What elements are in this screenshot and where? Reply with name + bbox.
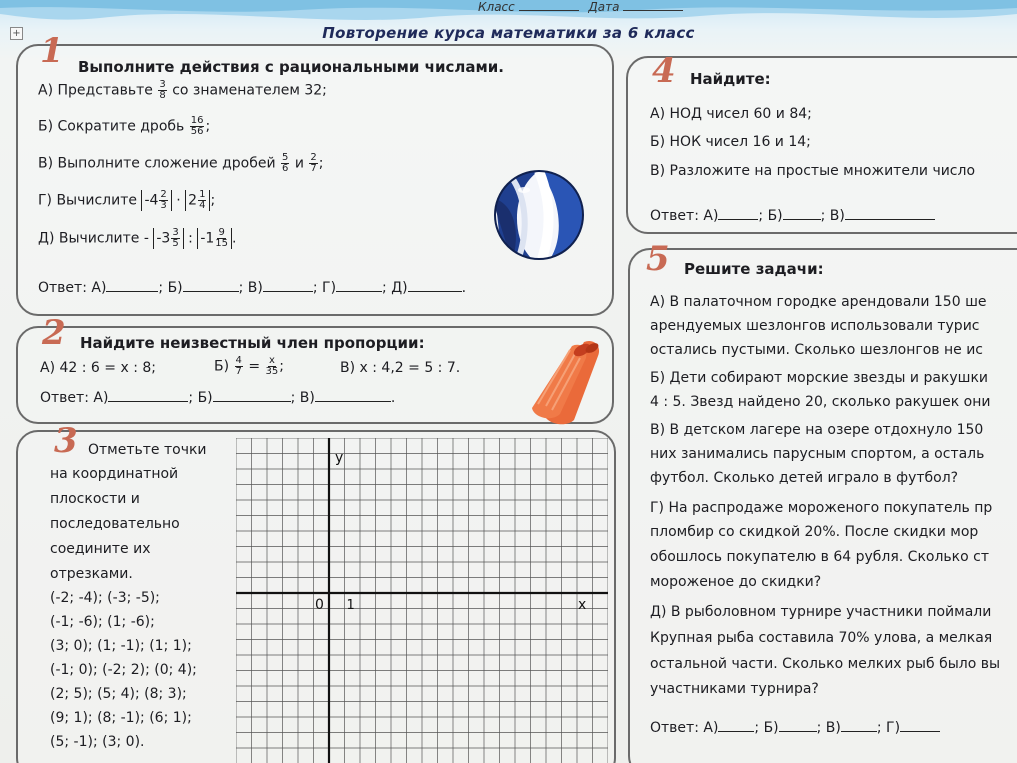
grid-lines xyxy=(236,438,608,763)
task5-answer: Ответ: А) ; Б) ; В) ; Г) xyxy=(650,720,940,736)
task1-b: Б) Сократите дробь $\frac{16}{56}$ ; xyxy=(38,115,211,137)
task4-b: Б) НОК чисел 16 и 14; xyxy=(650,134,811,150)
origin-label: 0 xyxy=(315,597,324,613)
task1-e: Д) Вычислите - -3 $\frac{3}{5}$ : -1 $\frac{9}{15}$ . xyxy=(38,227,237,249)
task4-c: В) Разложите на простые множители число xyxy=(650,163,976,179)
task2-a: А) 42 : 6 = x : 8; xyxy=(40,360,156,376)
task1-a: А) Представьте $\frac{3}{8}$ со знаменателем 32; xyxy=(38,79,327,101)
task1-answer: Ответ: А) ; Б) ; В) ; Г) ; Д) . xyxy=(38,280,467,296)
beach-ball-icon xyxy=(492,168,586,262)
task5-title: Решите задачи: xyxy=(684,260,824,278)
unit-label: 1 xyxy=(346,598,355,613)
task2-c: В) x : 4,2 = 5 : 7. xyxy=(340,360,461,376)
task2-number: 2 xyxy=(42,313,66,353)
header-fields xyxy=(478,0,683,14)
task4-title: Найдите: xyxy=(690,70,771,88)
table-move-handle-icon[interactable]: + xyxy=(10,27,23,40)
task1-title: Выполните действия с рациональными числами. xyxy=(78,58,504,76)
task3-number: 3 xyxy=(54,421,78,461)
task4-a: А) НОД чисел 60 и 84; xyxy=(650,106,812,122)
task2-title: Найдите неизвестный член пропорции: xyxy=(80,334,425,352)
class-label: Класс xyxy=(478,0,515,14)
task1-c: В) Выполните сложение дробей $\frac{5}{6}$ и $\frac{2}{7}$ ; xyxy=(38,152,324,174)
swim-fins-icon xyxy=(516,336,608,428)
task1-d: Г) Вычислите -4 $\frac{2}{3}$ · 2 $\frac{1}{4}$ ; xyxy=(38,189,216,211)
x-axis-label: x xyxy=(578,597,587,613)
date-label: Дата xyxy=(588,0,620,14)
task5-number: 5 xyxy=(646,239,670,279)
page-title: Повторение курса математики за 6 класс xyxy=(322,24,695,42)
task1-number: 1 xyxy=(40,31,64,71)
task2-b: Б) $\frac{4}{7}$ = $\frac{x}{35}$ ; xyxy=(214,355,284,377)
coordinate-plane[interactable] xyxy=(236,438,608,763)
task2-answer: Ответ: А) ; Б) ; В) . xyxy=(40,390,396,406)
y-axis-label: y xyxy=(335,450,344,466)
task4-number: 4 xyxy=(652,51,676,91)
task4-answer: Ответ: А) ; Б) ; В) xyxy=(650,208,935,224)
